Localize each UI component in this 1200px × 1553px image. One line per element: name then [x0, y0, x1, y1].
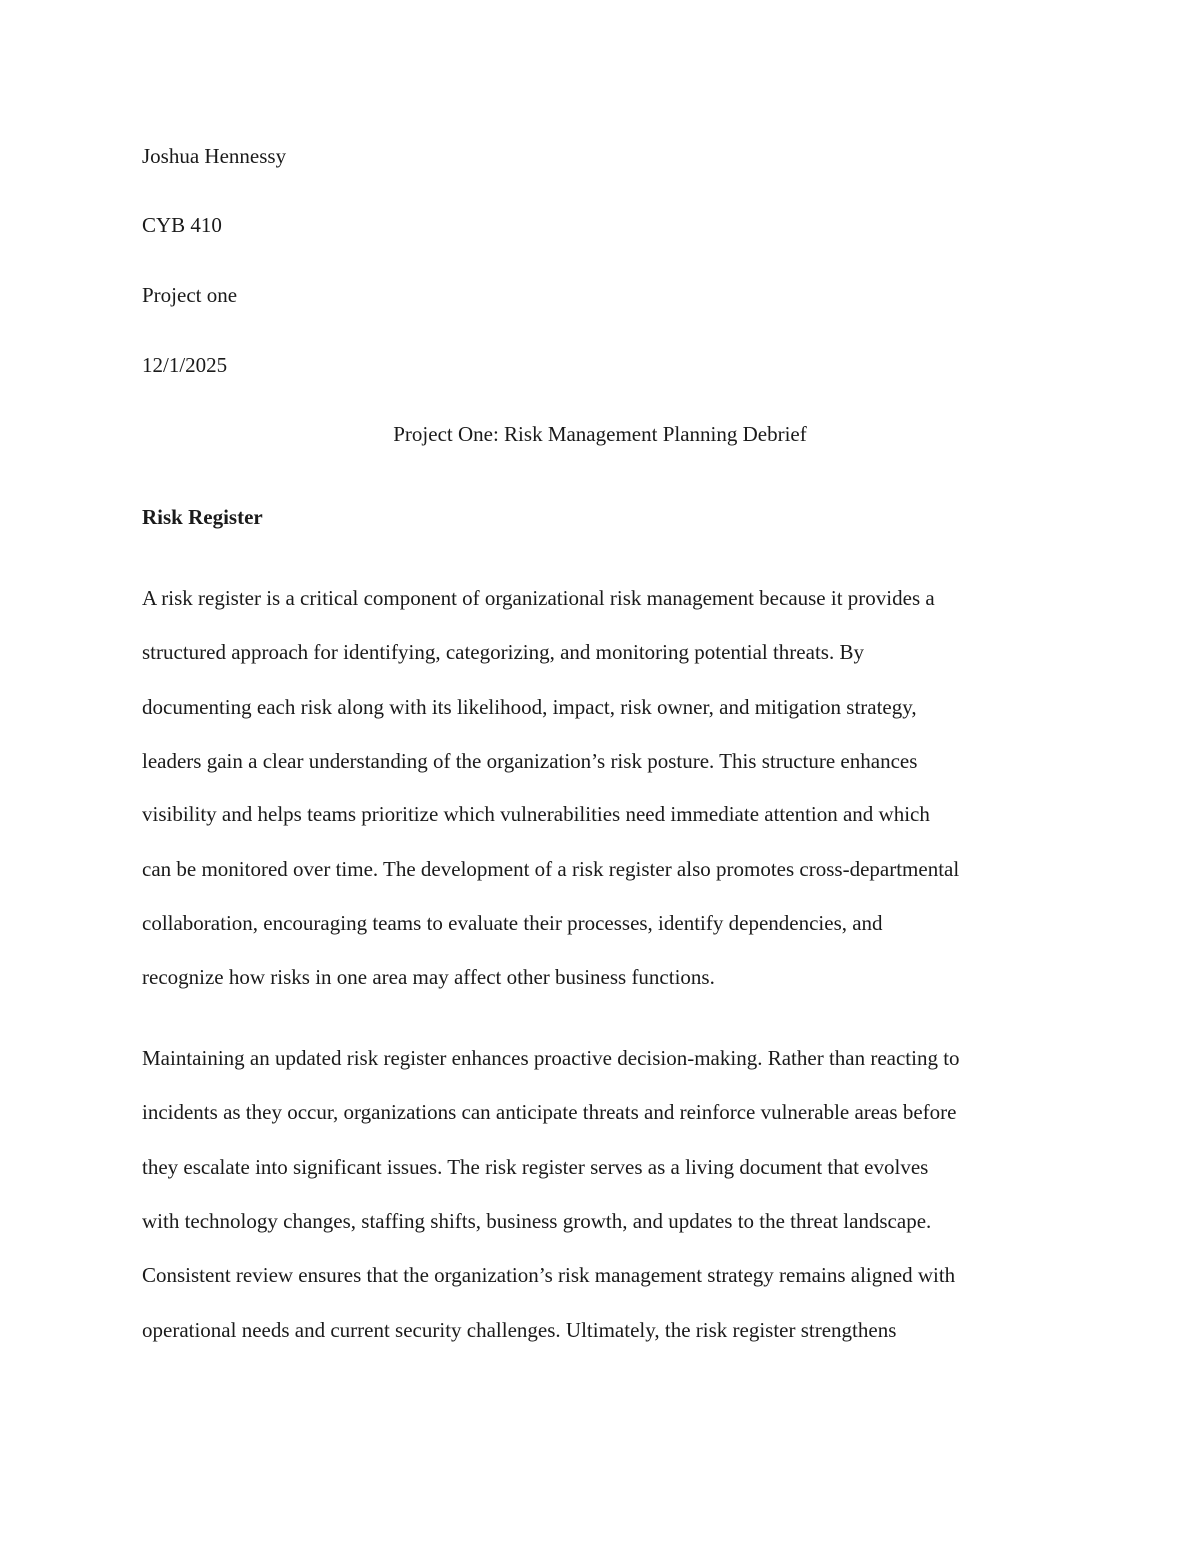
- paragraph-line: A risk register is a critical component of organizational risk management because it provides a: [142, 586, 935, 610]
- assignment-name: Project one: [142, 283, 238, 307]
- paragraph-line: with technology changes, staffing shifts, business growth, and updates to the threat landscape.: [142, 1209, 932, 1233]
- author-name: Joshua Hennessy: [142, 144, 287, 168]
- paragraph-line: documenting each risk along with its likelihood, impact, risk owner, and mitigation strategy,: [142, 695, 917, 719]
- paragraph-line: visibility and helps teams prioritize which vulnerabilities need immediate attention and which: [142, 802, 930, 826]
- paragraph-line: operational needs and current security challenges. Ultimately, the risk register strengthens: [142, 1318, 897, 1342]
- document-date: 12/1/2025: [142, 353, 228, 377]
- paragraph-line: Consistent review ensures that the organization’s risk management strategy remains aligned with: [142, 1263, 956, 1287]
- paragraph-line: structured approach for identifying, categorizing, and monitoring potential threats. By: [142, 640, 864, 664]
- paragraph-line: they escalate into significant issues. The risk register serves as a living document that evolves: [142, 1155, 929, 1179]
- section-heading: Risk Register: [142, 505, 263, 529]
- paragraph-line: leaders gain a clear understanding of the organization’s risk posture. This structure enhances: [142, 749, 918, 773]
- paragraph-line: collaboration, encouraging teams to evaluate their processes, identify dependencies, and: [142, 911, 883, 935]
- paragraph-line: can be monitored over time. The development of a risk register also promotes cross-departmental: [142, 857, 960, 881]
- paragraph-line: recognize how risks in one area may affect other business functions.: [142, 965, 715, 989]
- paragraph-line: incidents as they occur, organizations can anticipate threats and reinforce vulnerable areas before: [142, 1100, 957, 1124]
- course-code: CYB 410: [142, 213, 222, 237]
- document-title: Project One: Risk Management Planning Debrief: [393, 422, 807, 446]
- paragraph-line: Maintaining an updated risk register enhances proactive decision-making. Rather than reacting to: [142, 1046, 960, 1070]
